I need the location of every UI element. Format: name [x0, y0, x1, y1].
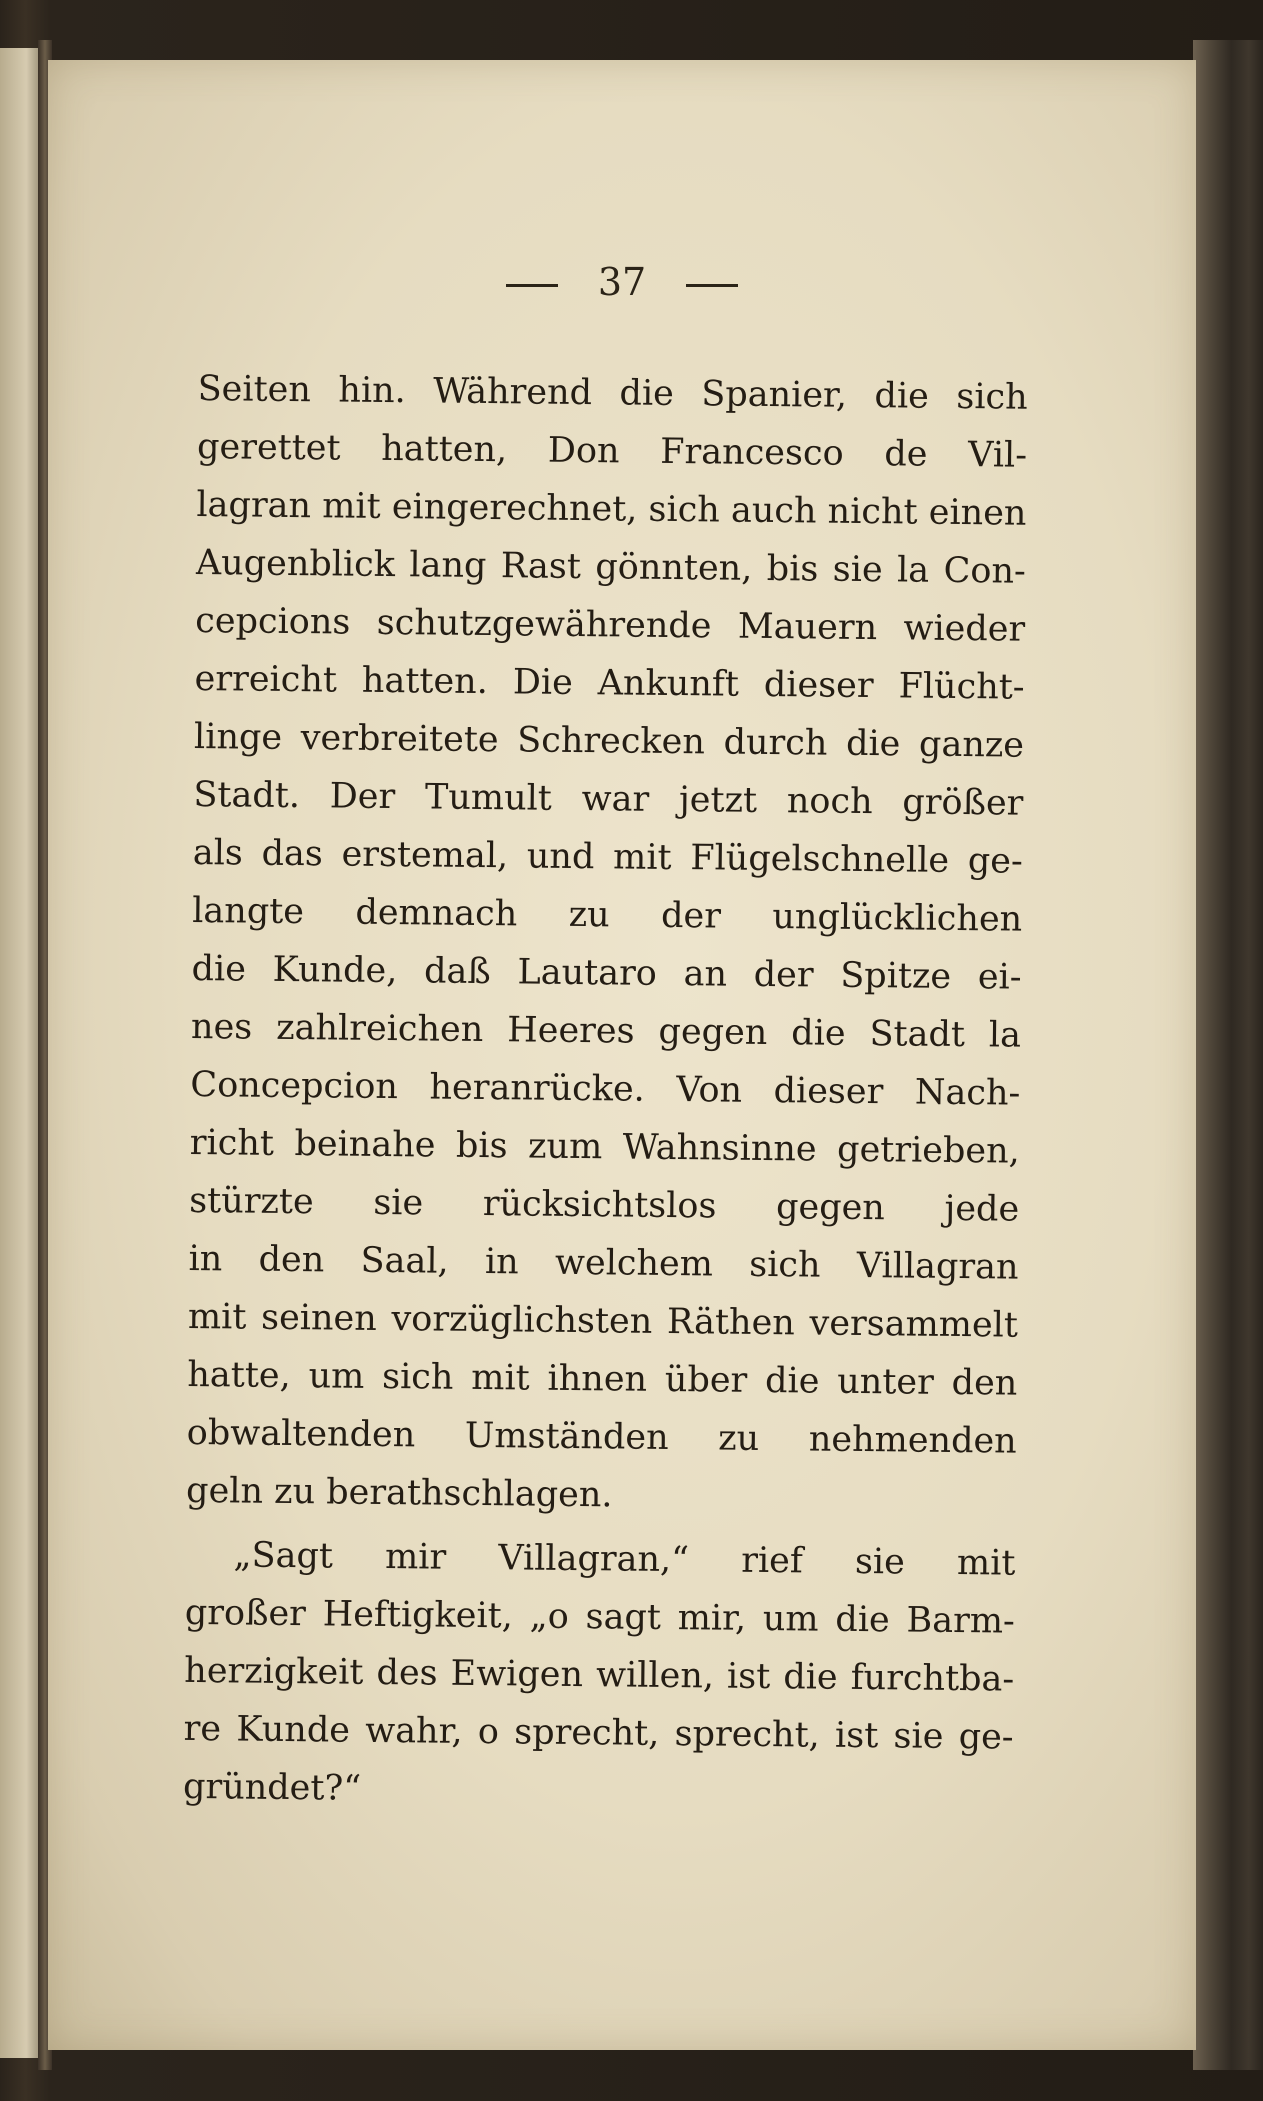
text-line: geln zu berathschlagen.	[185, 1470, 613, 1516]
body-text	[183, 360, 1028, 1825]
book-page	[48, 60, 1196, 2050]
text-line: gründet?“	[182, 1766, 362, 1809]
text-line: hatte, um sich mit ihnen über die unter den	[187, 1354, 1018, 1404]
text-line: Concepcion heranrücke. Von dieser Nach-	[190, 1064, 1021, 1114]
text-line: lagran mit eingerechnet, sich auch nicht einen	[196, 484, 1027, 534]
text-line: Seiten hin. Während die Spanier, die sich	[197, 368, 1028, 418]
text-line: als das erstemal, und mit Flügelschnelle ge-	[192, 832, 1024, 882]
text-line: richt beinahe bis zum Wahnsinne getrieben,	[189, 1122, 1020, 1172]
text-line: großer Heftigkeit, „o sagt mir, um die Barm-	[184, 1592, 1016, 1642]
header-dash-left	[506, 284, 558, 287]
page-number: 37	[597, 260, 647, 304]
text-line: „Sagt mir Villagran,“ rief sie mit	[233, 1535, 1016, 1584]
text-line: re Kunde wahr, o sprecht, sprecht, ist sie ge-	[183, 1708, 1014, 1758]
book-cover-edge	[1193, 40, 1263, 2070]
page-header	[48, 260, 1196, 304]
text-line: die Kunde, daß Lautaro an der Spitze ei-	[191, 948, 1022, 998]
text-line: in den Saal, in welchem sich Villagran	[188, 1238, 1019, 1288]
text-line: stürzte sie rücksichtslos gegen jede	[188, 1180, 1020, 1230]
text-line: Stadt. Der Tumult war jetzt noch größer	[193, 774, 1024, 824]
text-line: herzigkeit des Ewigen willen, ist die furchtba-	[184, 1650, 1015, 1700]
text-line: cepcions schutzgewährende Mauern wieder	[195, 600, 1026, 650]
text-line: gerettet hatten, Don Francesco de Vil-	[196, 426, 1028, 476]
text-line: langte demnach zu der unglücklichen	[192, 890, 1023, 940]
text-line: nes zahlreichen Heeres gegen die Stadt la	[190, 1006, 1022, 1056]
header-dash-right	[686, 284, 738, 287]
text-line: Augenblick lang Rast gönnten, bis sie la Con-	[195, 542, 1027, 592]
text-line: obwaltenden Umständen zu nehmenden	[186, 1412, 1017, 1462]
text-line: mit seinen vorzüglichsten Räthen versammelt	[187, 1296, 1019, 1346]
text-line: erreicht hatten. Die Ankunft dieser Flücht-	[194, 658, 1025, 708]
text-line: linge verbreitete Schrecken durch die ganze	[193, 716, 1025, 766]
